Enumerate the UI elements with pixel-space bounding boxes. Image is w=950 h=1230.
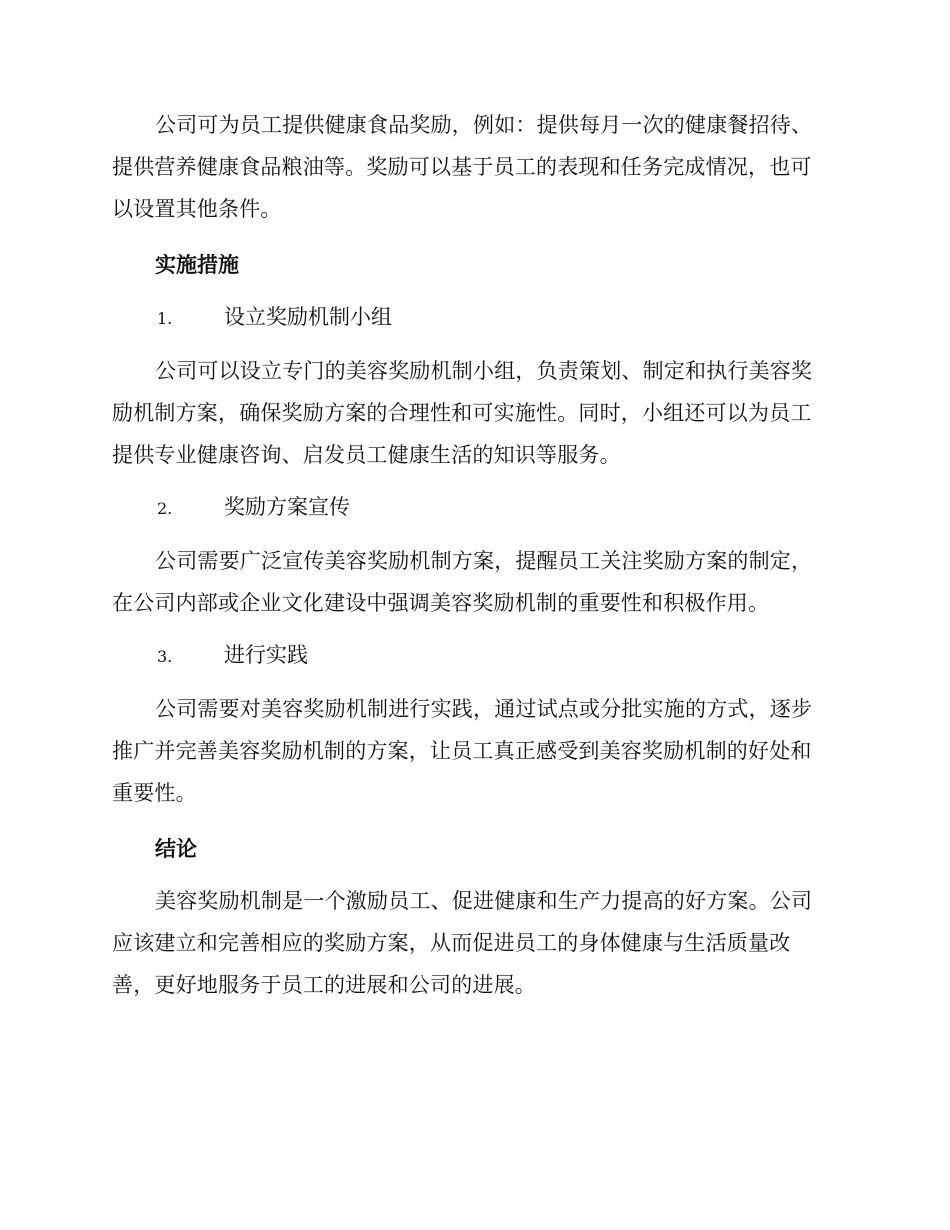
list-number: 1. (157, 309, 173, 328)
list-item-title: 奖励方案宣传 (224, 495, 350, 519)
list-item-3-paragraph: 公司需要对美容奖励机制进行实践，通过试点或分批实施的方式，逐步推广并完善美容奖励机制的方案，让员工真正感受到美容奖励机制的好处和重要性。 (112, 697, 813, 805)
section-heading-implementation: 实施措施 (155, 252, 239, 277)
list-number: 2. (157, 499, 173, 518)
list-item-2-paragraph: 公司需要广泛宣传美容奖励机制方案，提醒员工关注奖励方案的制定，在公司内部或企业文化建设中强调美容奖励机制的重要性和积极作用。 (112, 549, 813, 615)
document-body (112, 104, 832, 1006)
list-item-title: 进行实践 (224, 643, 308, 667)
conclusion-paragraph: 美容奖励机制是一个激励员工、促进健康和生产力提高的好方案。公司应该建立和完善相应的奖励方案，从而促进员工的身体健康与生活质量改善，更好地服务于员工的进展和公司的进展。 (112, 889, 813, 997)
list-item-title: 设立奖励机制小组 (224, 305, 392, 329)
section-heading-conclusion: 结论 (155, 836, 197, 861)
list-item-1 (112, 296, 832, 340)
list-number: 3. (157, 647, 173, 666)
list-item-1-paragraph: 公司可以设立专门的美容奖励机制小组，负责策划、制定和执行美容奖励机制方案，确保奖励方案的合理性和可实施性。同时，小组还可以为员工提供专业健康咨询、启发员工健康生活的知识等服务。 (112, 359, 813, 467)
list-item-3 (112, 634, 832, 678)
intro-paragraph: 公司可为员工提供健康食品奖励，例如：提供每月一次的健康餐招待、提供营养健康食品粮油等。奖励可以基于员工的表现和任务完成情况，也可以设置其他条件。 (112, 113, 813, 221)
list-item-2 (112, 486, 832, 530)
